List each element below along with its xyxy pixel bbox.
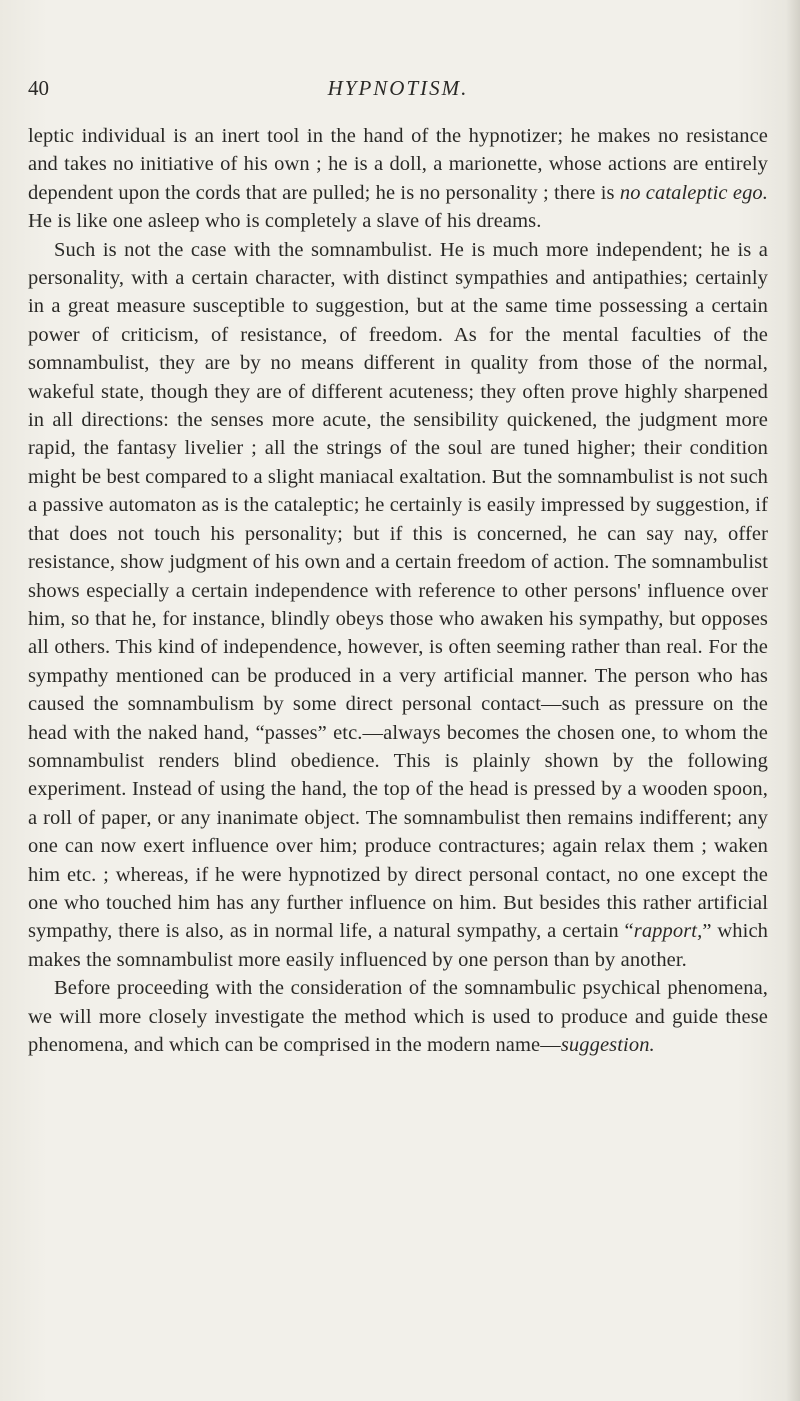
text-segment: leptic individual is an inert tool in the hand of the hypnotizer; he makes no resistance and takes no initiative of his own ; he is a doll, a marionette, whose actions are entirely dependent upon the cords that are pulled; he is no personality ; there is	[28, 125, 768, 204]
body-text	[28, 122, 768, 1059]
text-segment: Such is not the case with the somnambulist. He is much more independent; he is a personality, with a certain character, with distinct sympathies and antipathies; certainly in a great measure susceptible to suggestion, but at the same time possessing a certain power of criticism, of resistance, of freedom. As for the mental faculties of the somnambulist, they are by no means different in quality from those of the normal, wakeful state, though they are of different acuteness; they often prove highly sharpened in all directions: the senses more acute, the sensibility quickened, the judgment more rapid, the fantasy livelier ; all the strings of the soul are tuned higher; their condition might be best compared to a slight maniacal exaltation. But the somnambulist is not such a passive automaton as is the cataleptic; he certainly is easily impressed by suggestion, if that does not touch his personality; but if this is concerned, he can say nay, offer resistance, show judgment of his own and a certain freedom of action. The somnambulist shows especially a certain independence with reference to other persons' influence over him, so that he, for instance, blindly obeys those who awaken his sympathy, but opposes all others. This kind of independence, however, is often seeming rather than real. For the sympathy mentioned can be produced in a very artificial manner. The person who has caused the somnambulism by some direct personal contact—such as pressure on the head with the naked hand, “passes” etc.—always becomes the chosen one, to whom the somnambulist renders blind obedience. This is plainly shown by the following experiment. Instead of using the hand, the top of the head is pressed by a wooden spoon, a roll of paper, or any inanimate object. The somnambulist then remains indifferent; any one can now exert influence over him; produce contractures; again relax them ; waken him etc. ; whereas, if he were hypnotized by direct personal contact, no one except the one who touched him has any further influence on him. But besides this rather artificial sympathy, there is also, as in normal life, a natural sympathy, a certain “	[28, 238, 768, 943]
page-header	[28, 76, 768, 108]
text-segment: He is like one asleep who is completely a slave of his dreams.	[28, 210, 542, 233]
page-number: 40	[28, 76, 49, 100]
paragraph-1	[28, 122, 768, 236]
italic-phrase: suggestion.	[560, 1034, 655, 1056]
paragraph-3	[28, 974, 768, 1059]
italic-phrase: rapport,	[633, 920, 703, 943]
text-segment: Before proceeding with the consideration of the somnambulic psychical phenomena, we will more closely investigate the method which is used to produce and guide these phenomena, and which can be comprised in the modern name—	[28, 977, 768, 1056]
italic-phrase: no cataleptic ego.	[619, 181, 768, 204]
text-segment: ” which makes the somnambulist more easily influenced by one person than by another.	[28, 920, 768, 971]
running-title: HYPNOTISM.	[327, 76, 469, 100]
paragraph-2	[28, 236, 768, 975]
page-edge-shadow	[786, 0, 800, 1401]
